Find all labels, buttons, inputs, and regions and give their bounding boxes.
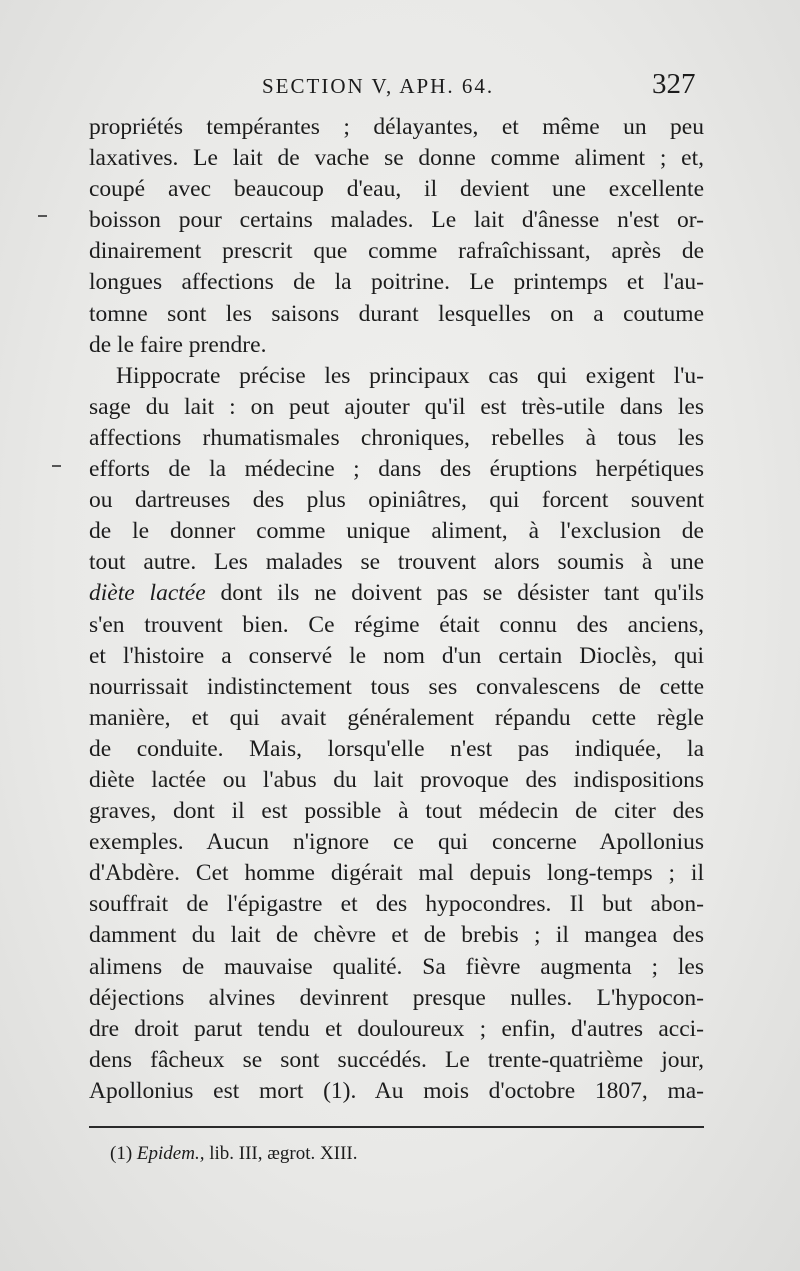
text-line: boisson pour certains malades. Le lait d'ânesse n'est or- [89, 207, 704, 234]
margin-mark [52, 465, 61, 467]
footnote-reference: lib. III, ægrot. XIII. [209, 1143, 358, 1164]
page-number: 327 [652, 68, 696, 100]
body-text [89, 112, 704, 1107]
text-line: manière, et qui avait généralement répandu cette règle [89, 704, 704, 731]
text-line: laxatives. Le lait de vache se donne comme aliment ; et, [89, 145, 704, 172]
text-line: exemples. Aucun n'ignore ce qui concerne Apollonius [89, 829, 704, 856]
text-line: graves, dont il est possible à tout médecin de citer des [89, 798, 704, 825]
running-title: SECTION V, APH. 64. [262, 74, 495, 98]
text-line: dre droit parut tendu et douloureux ; enfin, d'autres acci- [89, 1015, 704, 1042]
text-line: propriétés tempérantes ; délayantes, et même un peu [89, 114, 704, 140]
text-line: d'Abdère. Cet homme digérait mal depuis long-temps ; il [89, 860, 704, 887]
text-line: damment du lait de chèvre et de brebis ; il mangea des [89, 922, 704, 949]
text-line: nourrissait indistinctement tous ses convalescens de cette [89, 673, 704, 700]
text-line: tomne sont les saisons durant lesquelles on a coutume [89, 300, 704, 327]
text-line: déjections alvines devinrent presque nulles. L'hypocon- [89, 984, 704, 1011]
text-line: alimens de mauvaise qualité. Sa fièvre augmenta ; les [89, 953, 704, 980]
footnote-rule [89, 1126, 704, 1128]
text-line: affections rhumatismales chroniques, rebelles à tous les [89, 424, 704, 451]
text-line: souffrait de l'épigastre et des hypocondres. Il but abon- [89, 891, 704, 918]
italic-term: diète lactée [89, 580, 206, 607]
line-remainder: dont ils ne doivent pas se désister tant qu'ils [220, 580, 704, 607]
footnote-marker: (1) [110, 1143, 133, 1164]
text-line: diète lactée ou l'abus du lait provoque des indispositions [89, 766, 704, 793]
text-line: efforts de la médecine ; dans des éruptions herpétiques [89, 456, 704, 483]
text-line-with-italic [89, 578, 704, 609]
footnote-work: Epidem., [136, 1143, 205, 1164]
footnote [110, 1143, 357, 1165]
text-line: dens fâcheux se sont succédés. Le trente-quatrième jour, [89, 1046, 704, 1073]
text-line: tout autre. Les malades se trouvent alors soumis à une [89, 549, 704, 576]
text-line: dinairement prescrit que comme rafraîchissant, après de [89, 238, 704, 265]
page-header [0, 68, 800, 108]
text-line: et l'histoire a conservé le nom d'un certain Dioclès, qui [89, 642, 704, 669]
text-line: longues affections de la poitrine. Le printemps et l'au- [89, 269, 704, 296]
margin-mark [38, 215, 47, 217]
text-line: de le donner comme unique aliment, à l'exclusion de [89, 518, 704, 545]
text-line: coupé avec beaucoup d'eau, il devient une excellente [89, 176, 704, 203]
paragraph-start-line: Hippocrate précise les principaux cas qui exigent l'u- [116, 362, 704, 389]
text-line: s'en trouvent bien. Ce régime était connu des anciens, [89, 611, 704, 638]
text-line: de le faire prendre. [89, 331, 267, 358]
text-line: Apollonius est mort (1). Au mois d'octobre 1807, ma- [89, 1077, 704, 1104]
text-line: sage du lait : on peut ajouter qu'il est très-utile dans les [89, 393, 704, 420]
text-line: ou dartreuses des plus opiniâtres, qui forcent souvent [89, 487, 704, 514]
text-line: de conduite. Mais, lorsqu'elle n'est pas indiquée, la [89, 735, 704, 762]
